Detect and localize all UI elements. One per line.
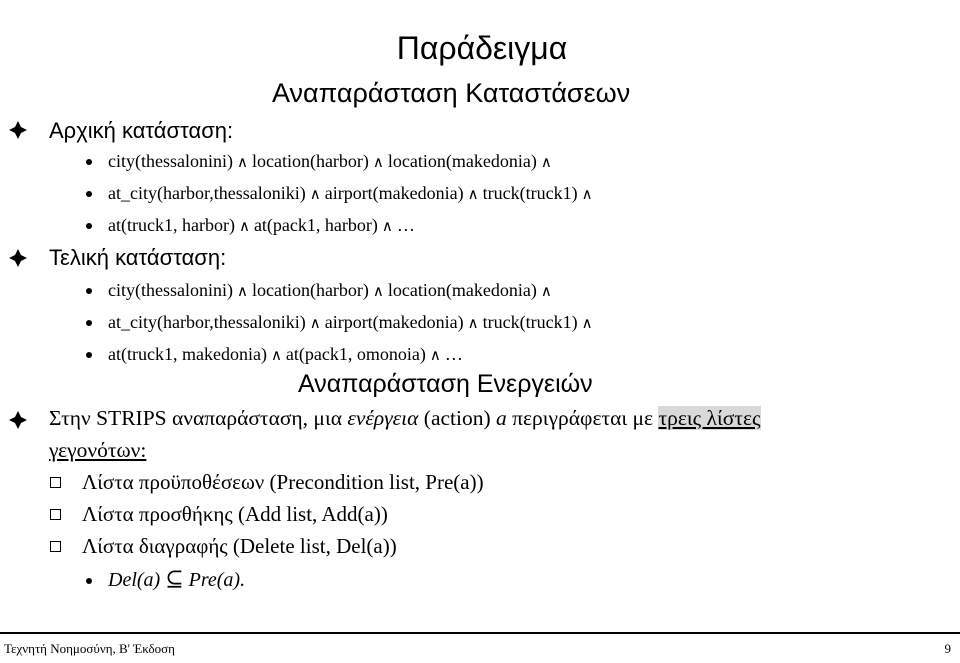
section-title-states: Αναπαράσταση Καταστάσεων	[272, 78, 631, 108]
list-item-precondition: Λίστα προϋποθέσεων (Precondition list, Pre(a))	[82, 470, 484, 494]
final-line-3: at(truck1, makedonia) ∧ at(pack1, omonoia) ∧ …	[108, 344, 463, 364]
bullet-dot-icon	[86, 352, 92, 358]
checkbox-bullet-icon	[50, 477, 61, 488]
initial-line-3: at(truck1, harbor) ∧ at(pack1, harbor) ∧ …	[108, 215, 415, 235]
bullet-dot-icon	[86, 223, 92, 229]
footer-divider	[0, 632, 960, 634]
bullet-dot-icon	[86, 320, 92, 326]
diamond-bullet-icon	[8, 248, 28, 268]
page-number: 9	[944, 641, 951, 656]
checkbox-bullet-icon	[50, 541, 61, 552]
section-title-actions: Αναπαράσταση Ενεργειών	[298, 370, 593, 398]
bullet-dot-icon	[86, 159, 92, 165]
final-line-2: at_city(harbor,thessaloniki) ∧ airport(makedonia) ∧ truck(truck1) ∧	[108, 312, 593, 332]
bullet-dot-icon	[86, 578, 92, 584]
page-title: Παράδειγμα	[396, 30, 568, 66]
diamond-bullet-icon	[8, 410, 28, 430]
final-state-heading: Τελική κατάσταση:	[49, 245, 227, 270]
list-item-add: Λίστα προσθήκης (Add list, Add(a))	[82, 502, 388, 526]
footer-text: Τεχνητή Νοημοσύνη, B' Έκδοση	[4, 641, 175, 656]
list-item-delete: Λίστα διαγραφής (Delete list, Del(a))	[82, 534, 397, 558]
bullet-dot-icon	[86, 288, 92, 294]
initial-line-1: city(thessalonini) ∧ location(harbor) ∧ location(makedonia) ∧	[108, 151, 552, 171]
initial-state-heading: Αρχική κατάσταση:	[49, 118, 234, 143]
diamond-bullet-icon	[8, 120, 28, 140]
subset-symbol: ⊆	[165, 567, 184, 592]
highlighted-phrase: τρεις λίστες	[658, 406, 761, 430]
final-line-1: city(thessalonini) ∧ location(harbor) ∧ location(makedonia) ∧	[108, 280, 552, 300]
strips-sentence: Στην STRIPS αναπαράσταση, μια ενέργεια (action) a περιγράφεται με τρεις λίστες	[49, 406, 761, 430]
initial-line-2: at_city(harbor,thessaloniki) ∧ airport(makedonia) ∧ truck(truck1) ∧	[108, 183, 593, 203]
subset-note: Del(a) ⊆ Pre(a).	[108, 567, 246, 592]
strips-sentence-continued: γεγονότων:	[49, 438, 147, 462]
checkbox-bullet-icon	[50, 509, 61, 520]
bullet-dot-icon	[86, 191, 92, 197]
